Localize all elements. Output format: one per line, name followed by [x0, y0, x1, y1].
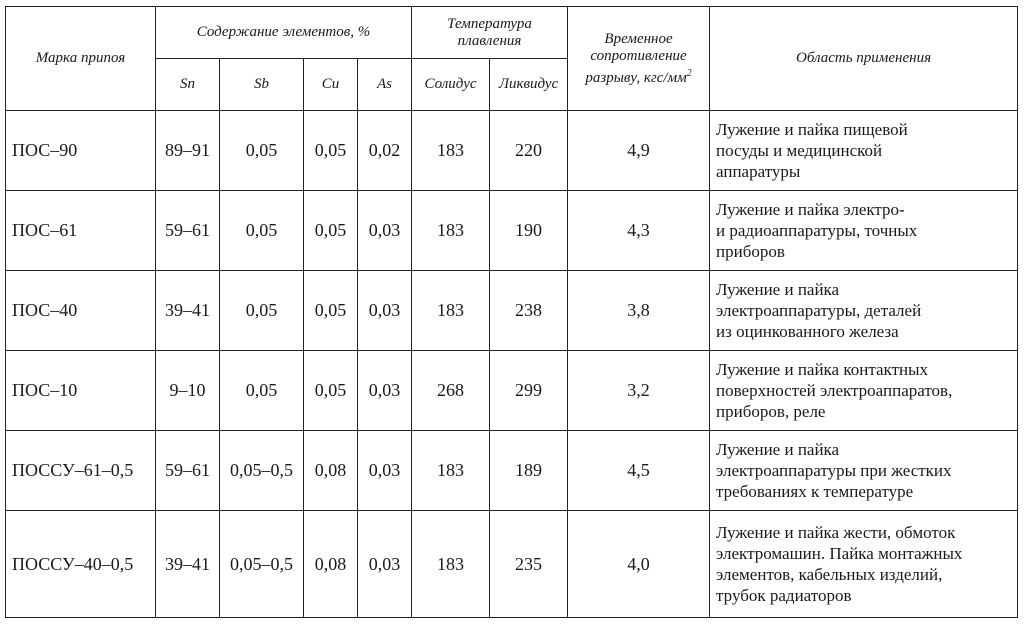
application-cell	[710, 271, 1018, 351]
header-strength	[568, 7, 710, 111]
table-row	[6, 431, 1018, 511]
liquidus-cell: 299	[490, 351, 568, 431]
strength-cell: 4,5	[568, 431, 710, 511]
sb-cell: 0,05	[220, 271, 304, 351]
as-cell: 0,03	[358, 271, 412, 351]
liquidus-cell: 190	[490, 191, 568, 271]
application-line: Лужение и пайка	[716, 440, 840, 459]
liquidus-cell: 189	[490, 431, 568, 511]
application-cell	[710, 351, 1018, 431]
table-row	[6, 111, 1018, 191]
header-sb: Sb	[220, 59, 304, 111]
sn-cell: 89–91	[156, 111, 220, 191]
header-strength-text: Временное сопротивление разрыву, кгс/мм	[585, 30, 687, 86]
header-as: As	[358, 59, 412, 111]
solidus-cell: 183	[412, 431, 490, 511]
application-line: электроаппаратуры при жестких	[716, 461, 952, 480]
header-liquidus: Ликвидус	[490, 59, 568, 111]
strength-cell: 4,0	[568, 511, 710, 618]
liquidus-cell: 238	[490, 271, 568, 351]
header-composition: Содержание элементов, %	[156, 7, 412, 59]
application-cell	[710, 191, 1018, 271]
header-solidus: Солидус	[412, 59, 490, 111]
grade-cell: ПОССУ–40–0,5	[6, 511, 156, 618]
application-line: из оцинкованного железа	[716, 322, 899, 341]
sn-cell: 39–41	[156, 271, 220, 351]
as-cell: 0,03	[358, 511, 412, 618]
application-line: приборов, реле	[716, 402, 826, 421]
header-cu: Cu	[304, 59, 358, 111]
header-melting: Температура плавления	[412, 7, 568, 59]
table-row	[6, 511, 1018, 618]
cu-cell: 0,05	[304, 351, 358, 431]
application-cell	[710, 511, 1018, 618]
strength-cell: 4,3	[568, 191, 710, 271]
cu-cell: 0,05	[304, 111, 358, 191]
header-sn: Sn	[156, 59, 220, 111]
liquidus-cell: 235	[490, 511, 568, 618]
application-line: Лужение и пайка контактных	[716, 360, 929, 379]
application-line: приборов	[716, 242, 785, 261]
header-strength-sup: 2	[686, 67, 692, 79]
table-body	[6, 111, 1018, 618]
sb-cell: 0,05	[220, 191, 304, 271]
header-application: Область применения	[710, 7, 1018, 111]
sn-cell: 39–41	[156, 511, 220, 618]
application-line: Лужение и пайка	[716, 280, 840, 299]
application-line: и радиоаппаратуры, точных	[716, 221, 918, 240]
application-line: электромашин. Пайка монтажных	[716, 544, 963, 563]
sb-cell: 0,05–0,5	[220, 511, 304, 618]
header-grade: Марка припоя	[6, 7, 156, 111]
cu-cell: 0,05	[304, 191, 358, 271]
application-line: требованиях к температуре	[716, 482, 914, 501]
cu-cell: 0,05	[304, 271, 358, 351]
sb-cell: 0,05–0,5	[220, 431, 304, 511]
strength-cell: 3,8	[568, 271, 710, 351]
table-row	[6, 351, 1018, 431]
grade-cell: ПОС–40	[6, 271, 156, 351]
table-row	[6, 271, 1018, 351]
solidus-cell: 183	[412, 111, 490, 191]
application-line: трубок радиаторов	[716, 586, 852, 605]
application-line: Лужение и пайка пищевой	[716, 120, 908, 139]
solidus-cell: 268	[412, 351, 490, 431]
cu-cell: 0,08	[304, 431, 358, 511]
sn-cell: 9–10	[156, 351, 220, 431]
as-cell: 0,03	[358, 351, 412, 431]
sb-cell: 0,05	[220, 111, 304, 191]
cu-cell: 0,08	[304, 511, 358, 618]
strength-cell: 3,2	[568, 351, 710, 431]
application-line: аппаратуры	[716, 162, 801, 181]
application-line: посуды и медицинской	[716, 141, 883, 160]
as-cell: 0,02	[358, 111, 412, 191]
strength-cell: 4,9	[568, 111, 710, 191]
liquidus-cell: 220	[490, 111, 568, 191]
grade-cell: ПОССУ–61–0,5	[6, 431, 156, 511]
grade-cell: ПОС–10	[6, 351, 156, 431]
solidus-cell: 183	[412, 191, 490, 271]
application-line: Лужение и пайка жести, обмоток	[716, 523, 956, 542]
sn-cell: 59–61	[156, 431, 220, 511]
table-row	[6, 191, 1018, 271]
application-line: электроаппаратуры, деталей	[716, 301, 922, 320]
application-line: Лужение и пайка электро-	[716, 200, 905, 219]
solidus-cell: 183	[412, 511, 490, 618]
as-cell: 0,03	[358, 191, 412, 271]
solidus-cell: 183	[412, 271, 490, 351]
sn-cell: 59–61	[156, 191, 220, 271]
application-line: элементов, кабельных изделий,	[716, 565, 943, 584]
as-cell: 0,03	[358, 431, 412, 511]
application-cell	[710, 111, 1018, 191]
grade-cell: ПОС–90	[6, 111, 156, 191]
sb-cell: 0,05	[220, 351, 304, 431]
application-line: поверхностей электроаппаратов,	[716, 381, 953, 400]
grade-cell: ПОС–61	[6, 191, 156, 271]
application-cell	[710, 431, 1018, 511]
solder-table	[5, 6, 1018, 618]
